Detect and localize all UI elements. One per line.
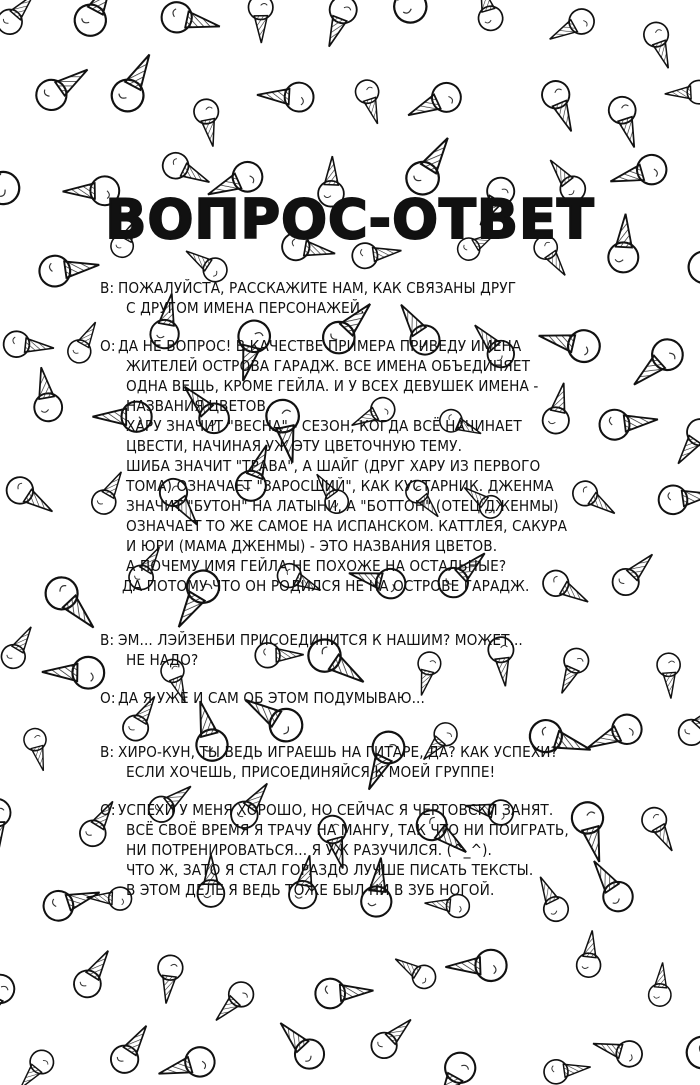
- qa-line: ХИРО-КУН, ТЫ ВЕДЬ ИГРАЕШЬ НА ГИТАРЕ, ДА? КАК УСПЕХИ?: [118, 743, 558, 761]
- ice-cream-cone-icon: [353, 77, 389, 127]
- ice-cream-cone-icon: [426, 1047, 481, 1085]
- ice-cream-cone-icon: [366, 1010, 420, 1063]
- qa-line: ТОМА) ОЗНАЧАЕТ "ЗАРОСШИЙ", КАК КУСТАРНИК. ДЖЕНМА: [126, 477, 554, 495]
- ice-cream-cone-icon: [657, 480, 700, 516]
- answer-prefix: О:: [100, 689, 116, 707]
- ice-cream-cone-icon: [39, 571, 105, 639]
- ice-cream-cone-icon: [683, 245, 700, 304]
- qa-line: ДА Я УЖЕ И САМ ОБ ЭТОМ ПОДУМЫВАЮ...: [118, 689, 425, 707]
- ice-cream-cone-icon: [42, 656, 105, 689]
- ice-cream-cone-icon: [682, 1032, 700, 1085]
- qa-line: ШИБА ЗНАЧИТ "ТРАВА", А ШАЙГ (ДРУГ ХАРУ ИЗ ПЕРВОГО: [126, 457, 541, 475]
- qa-answer-2: [100, 688, 660, 708]
- ice-cream-cone-icon: [0, 970, 19, 1032]
- ice-cream-cone-icon: [0, 621, 41, 673]
- qa-line: ЖИТЕЛЕЙ ОСТРОВА ГАРАДЖ. ВСЕ ИМЕНА ОБЪЕДИНЯЕТ: [126, 357, 531, 375]
- ice-cream-cone-icon: [656, 652, 682, 699]
- ice-cream-cone-icon: [648, 961, 674, 1007]
- ice-cream-cone-icon: [40, 878, 104, 924]
- ice-cream-cone-icon: [11, 1046, 58, 1085]
- qa-line: УСПЕХИ У МЕНЯ ХОРОШО, НО СЕЙЧАС Я ЧЕРТОВСКИ ЗАНЯТ.: [118, 801, 554, 819]
- qa-line: И ЮРИ (МАМА ДЖЕНМЫ) - ЭТО НАЗВАНИЯ ЦВЕТОВ.: [126, 537, 498, 555]
- qa-line: ХАРУ ЗНАЧИТ "ВЕСНА" - СЕЗОН, КОГДА ВСЁ НАЧИНАЕТ: [126, 417, 522, 435]
- qa-line: НАЗВАНИЯ ЦВЕТОВ.: [126, 397, 271, 415]
- qa-question-2: [100, 630, 660, 670]
- ice-cream-cone-icon: [640, 19, 679, 72]
- ice-cream-cone-icon: [158, 148, 215, 193]
- qa-line: НЕ НАДО?: [126, 651, 199, 669]
- ice-cream-cone-icon: [270, 1013, 330, 1075]
- qa-answer-1: [100, 336, 660, 596]
- ice-cream-cone-icon: [402, 78, 466, 128]
- ice-cream-cone-icon: [21, 726, 54, 774]
- question-prefix: В:: [100, 631, 115, 649]
- qa-line: ПОЖАЛУЙСТА, РАССКАЖИТЕ НАМ, КАК СВЯЗАНЫ ДРУГ: [118, 279, 517, 297]
- ice-cream-cone-icon: [207, 977, 258, 1029]
- ice-cream-cone-icon: [154, 954, 184, 1005]
- qa-line: ОЗНАЧАЕТ ТО ЖЕ САМОЕ НА ИСПАНСКОМ. КАТТЛЕЯ, САКУРА: [126, 517, 568, 535]
- ice-cream-cone-icon: [696, 572, 700, 630]
- ice-cream-cone-icon: [538, 77, 584, 137]
- ice-cream-cone-icon: [445, 949, 507, 982]
- qa-line: ЦВЕСТИ, НАЧИНАЯ УЖ ЭТУ ЦВЕТОЧНУЮ ТЕМУ.: [126, 437, 463, 455]
- ice-cream-cone-icon: [37, 250, 101, 289]
- qa-answer-3: [100, 800, 660, 900]
- qa-line: С ДРУГОМ ИМЕНА ПЕРСОНАЖЕЙ.: [126, 299, 365, 317]
- ice-cream-cone-icon: [575, 929, 604, 978]
- ice-cream-cone-icon: [389, 949, 440, 993]
- ice-cream-cone-icon: [316, 0, 360, 51]
- ice-cream-cone-icon: [2, 330, 55, 361]
- ice-cream-cone-icon: [192, 97, 225, 149]
- ice-cream-cone-icon: [544, 5, 599, 51]
- qa-line: ДА ПОТОМУ ЧТО ОН РОДИЛСЯ НЕ НА ОСТРОВЕ ГАРАДЖ.: [122, 577, 530, 595]
- ice-cream-cone-icon: [0, 0, 43, 39]
- qa-question-3: [100, 742, 660, 782]
- qa-section: [100, 278, 660, 918]
- ice-cream-cone-icon: [69, 944, 120, 1003]
- qa-line: ОДНА ВЕЩЬ, КРОМЕ ГЕЙЛА. И У ВСЕХ ДЕВУШЕК ИМЕНА -: [126, 377, 539, 395]
- ice-cream-cone-icon: [469, 0, 505, 33]
- ice-cream-cone-icon: [69, 0, 125, 41]
- qa-line: А ПОЧЕМУ ИМЯ ГЕЙЛА НЕ ПОХОЖЕ НА ОСТАЛЬНЫЕ?: [126, 557, 507, 575]
- ice-cream-cone-icon: [696, 876, 700, 941]
- ice-cream-cone-icon: [106, 47, 163, 117]
- qa-line: ДА НЕ ВОПРОС! В КАЧЕСТВЕ ПРИМЕРА ПРИВЕДУ ИМЕНА: [118, 337, 522, 355]
- ice-cream-cone-icon: [664, 80, 700, 106]
- ice-cream-cone-icon: [589, 1031, 645, 1070]
- page-title: ВОПРОС-ОТВЕТ: [105, 188, 595, 251]
- ice-cream-cone-icon: [542, 1055, 592, 1085]
- ice-cream-cone-icon: [667, 414, 700, 471]
- ice-cream-cone-icon: [106, 1018, 158, 1078]
- qa-line: ЧТО Ж, ЗАТО Я СТАЛ ГОРАЗДО ЛУЧШЕ ПИСАТЬ ТЕКСТЫ.: [126, 861, 534, 879]
- ice-cream-cone-icon: [378, 0, 432, 27]
- qa-line: ВСЁ СВОЁ ВРЕМЯ Я ТРАЧУ НА МАНГУ, ТАК ЧТО НИ ПОИГРАТЬ,: [126, 821, 569, 839]
- question-prefix: В:: [100, 743, 115, 761]
- ice-cream-cone-icon: [27, 365, 64, 424]
- qa-line: НИ ПОТРЕНИРОВАТЬСЯ... Я УЖ РАЗУЧИЛСЯ. (^_^).: [126, 841, 492, 859]
- answer-prefix: О:: [100, 337, 116, 355]
- ice-cream-cone-icon: [155, 1044, 218, 1085]
- question-prefix: В:: [100, 279, 115, 297]
- ice-cream-cone-icon: [605, 93, 647, 151]
- qa-question-1: [100, 278, 660, 318]
- qa-line: В ЭТОМ ДЕЛЕ Я ВЕДЬ ТОЖЕ БЫЛ НИ В ЗУБ НОГОЙ.: [126, 881, 495, 899]
- ice-cream-cone-icon: [0, 798, 12, 853]
- ice-cream-cone-icon: [2, 472, 60, 523]
- answer-prefix: О:: [100, 801, 116, 819]
- qa-line: ЭМ... ЛЭЙЗЕНБИ ПРИСОЕДИНИТСЯ К НАШИМ? МОЖЕТ...: [118, 631, 523, 649]
- ice-cream-cone-icon: [673, 696, 700, 750]
- ice-cream-cone-icon: [314, 976, 374, 1010]
- ice-cream-cone-icon: [256, 80, 314, 112]
- ice-cream-cone-icon: [30, 57, 96, 116]
- ice-cream-cone-icon: [248, 0, 273, 43]
- ice-cream-cone-icon: [159, 0, 223, 41]
- qa-line: ЗНАЧИТ "БУТОН" НА ЛАТЫНИ, А "БОТТОН" (ОТЕЦ ДЖЕНМЫ): [126, 497, 559, 515]
- qa-line: ЕСЛИ ХОЧЕШЬ, ПРИСОЕДИНЯЙСЯ К МОЕЙ ГРУППЕ!: [126, 763, 496, 781]
